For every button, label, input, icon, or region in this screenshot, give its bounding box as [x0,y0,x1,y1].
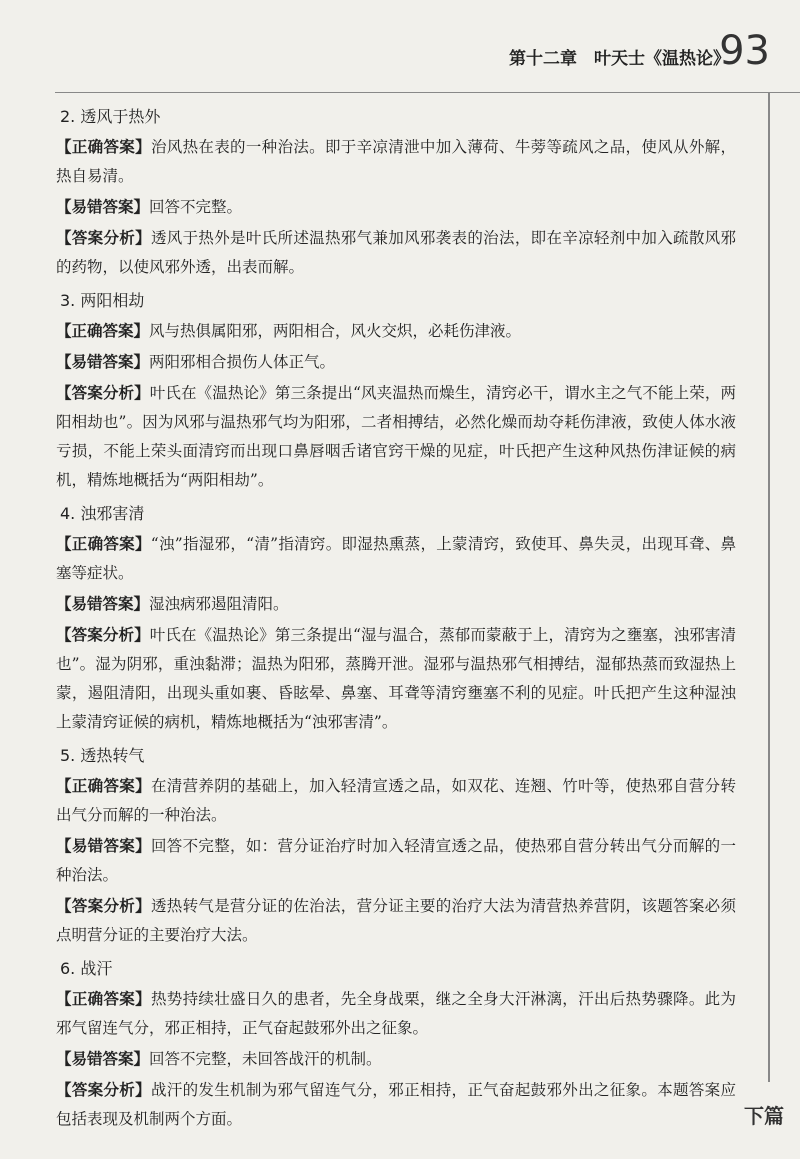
answer-label: 【正确答案】 [56,138,151,156]
answer-paragraph [56,621,736,737]
term-section [56,286,736,495]
answer-paragraph [56,530,736,588]
answer-text: 风与热俱属阳邪，两阳相合，风火交炽，必耗伤津液。 [149,322,522,340]
page-header [0,30,800,90]
answer-paragraph [56,832,736,890]
answer-paragraph [56,193,736,222]
answer-paragraph [56,772,736,830]
answer-text: 热势持续壮盛日久的患者，先全身战栗，继之全身大汗淋漓，汗出后热势骤降。此为邪气留连气分，邪正相持，正气奋起鼓邪外出之征象。 [56,990,736,1037]
term-section [56,954,736,1134]
page-content [56,98,736,1138]
answer-paragraph [56,590,736,619]
header-rule [55,92,800,93]
answer-paragraph [56,379,736,495]
answer-label: 【答案分析】 [56,1081,151,1099]
answer-paragraph [56,985,736,1043]
answer-paragraph [56,317,736,346]
answer-text: 透风于热外是叶氏所述温热邪气兼加风邪袭表的治法，即在辛凉轻剂中加入疏散风邪的药物，以使风邪外透，出表而解。 [56,229,736,276]
section-title: 3. 两阳相劫 [60,291,145,310]
page-number: 93 [719,28,770,74]
answer-paragraph [56,892,736,950]
answer-text: “浊”指湿邪，“清”指清窍。即湿热熏蒸，上蒙清窍，致使耳、鼻失灵，出现耳聋、鼻塞等症状。 [56,535,736,582]
answer-text: 战汗的发生机制为邪气留连气分，邪正相持，正气奋起鼓邪外出之征象。本题答案应包括表现及机制两个方面。 [56,1081,736,1128]
term-section [56,741,736,950]
answer-text: 叶氏在《温热论》第三条提出“风夹温热而燥生，清窍必干，谓水主之气不能上荣，两阳相劫也”。因为风邪与温热邪气均为阳邪，二者相搏结，必然化燥而劫夺耗伤津液，致使人体水液亏损，不能上荣头面清窍而出现口鼻唇咽舌诸官窍干燥的见症，叶氏把产生这种风热伤津证候的病机，精炼地概括为“两阳相劫”。 [56,384,736,489]
answer-text: 两阳邪相合损伤人体正气。 [149,353,336,371]
answer-label: 【易错答案】 [56,1050,150,1068]
answer-text: 回答不完整，未回答战汗的机制。 [149,1050,382,1068]
answer-text: 在清营养阴的基础上，加入轻清宣透之品，如双花、连翘、竹叶等，使热邪自营分转出气分而解的一种治法。 [56,777,736,824]
section-title: 2. 透风于热外 [60,107,161,126]
answer-label: 【答案分析】 [56,626,150,644]
section-title: 5. 透热转气 [60,746,145,765]
answer-paragraph [56,1045,736,1074]
answer-text: 回答不完整，如：营分证治疗时加入轻清宣透之品，使热邪自营分转出气分而解的一种治法。 [56,837,736,884]
term-section [56,102,736,282]
answer-paragraph [56,1076,736,1134]
answer-label: 【正确答案】 [56,777,151,795]
answer-label: 【正确答案】 [56,535,151,553]
section-title: 6. 战汗 [60,959,113,978]
answer-label: 【易错答案】 [56,353,150,371]
answer-label: 【易错答案】 [56,198,150,216]
answer-paragraph [56,348,736,377]
answer-label: 【答案分析】 [56,384,150,402]
side-bar [768,92,770,1082]
answer-text: 湿浊病邪遏阻清阳。 [149,595,289,613]
chapter-title: 第十二章 叶天士《温热论》 [509,49,730,69]
answer-label: 【答案分析】 [56,897,151,915]
answer-label: 【易错答案】 [56,595,150,613]
answer-text: 叶氏在《温热论》第三条提出“湿与温合，蒸郁而蒙蔽于上，清窍为之壅塞，浊邪害清也”。湿为阴邪，重浊黏滞；温热为阳邪，蒸腾开泄。湿邪与温热邪气相搏结，湿郁热蒸而致湿热上蒙，遏阻清阳，出现头重如裹、昏眩晕、鼻塞、耳聋等清窍壅塞不利的见症。叶氏把产生这种湿浊上蒙清窍证候的病机，精炼地概括为“浊邪害清”。 [56,626,736,731]
answer-paragraph [56,133,736,191]
answer-text: 回答不完整。 [149,198,243,216]
answer-text: 透热转气是营分证的佐治法，营分证主要的治疗大法为清营热养营阴，该题答案必须点明营分证的主要治疗大法。 [56,897,736,944]
answer-label: 【答案分析】 [56,229,151,247]
answer-label: 【正确答案】 [56,322,150,340]
side-tab: 下篇 [744,1104,784,1128]
answer-paragraph [56,224,736,282]
answer-label: 【易错答案】 [56,837,151,855]
answer-label: 【正确答案】 [56,990,151,1008]
section-title: 4. 浊邪害清 [60,504,145,523]
term-section [56,499,736,737]
answer-text: 治风热在表的一种治法。即于辛凉清泄中加入薄荷、牛蒡等疏风之品，使风从外解，热自易清。 [56,138,736,185]
